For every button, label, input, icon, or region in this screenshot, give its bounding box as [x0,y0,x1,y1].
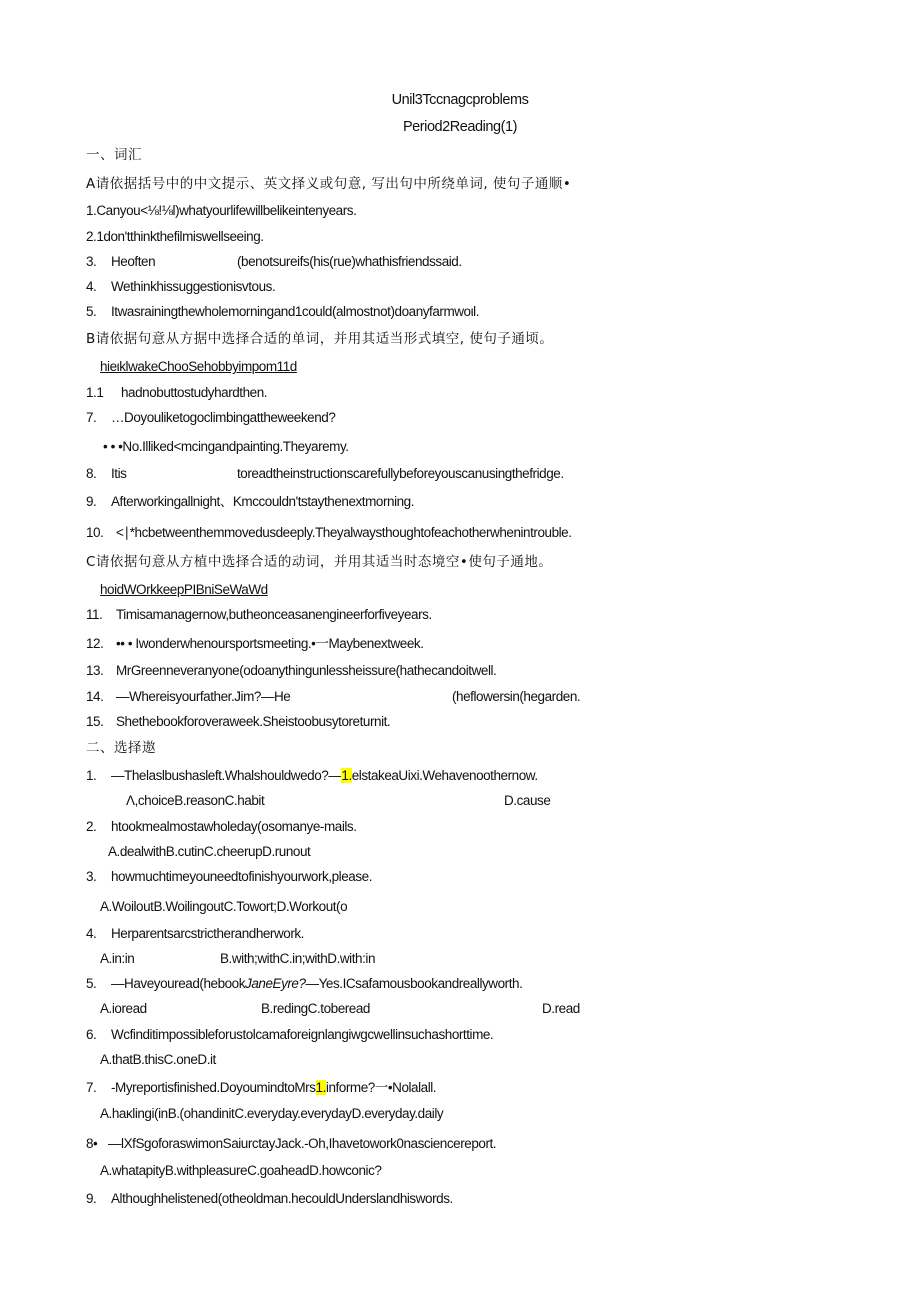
question-5-options-c: D.read [542,1001,580,1016]
item-5-num: 5. [86,304,97,319]
question-2-options: A.dealwithB.cutinC.cheerupD.runout [108,844,311,859]
item-8-text-a: Itis [111,466,127,481]
item-3-text-b: (benotsureifs(his(rue)whathisfriendssaid. [237,254,462,269]
item-11-text: Timisamanagernow,butheonceasanengineerforfiveyears. [116,607,432,622]
section-2-heading: 二、选择遨 [86,740,156,756]
question-5-num: 5. [86,976,97,991]
item-4-num: 4. [86,279,97,294]
item-2: 2.1don'tthinkthefilmiswellseeing. [86,229,264,244]
question-3-options: A.WoiloutB.WoilingoutC.Towort;D.Workout(o [100,899,348,914]
item-14-num: 14. [86,689,104,704]
question-3-stem: howmuchtimeyouneedtofinishyourwork,please. [111,869,373,884]
question-6-stem: Wcfinditimpossibleforustolcamaforeignlangiwgcwellinsuchashorttime. [111,1027,494,1042]
question-7-highlight: 1. [315,1080,326,1095]
item-8-text-b: toreadtheinstructionscarefullybeforeyouscanusingthefridge. [237,466,564,481]
item-3-text-a: Heoften [111,254,156,269]
item-13-text: MrGreenneveranyone(odoanythingunlessheissure(hathecandoitwell. [116,663,497,678]
unit-title: Unil3Tccnagcproblems [391,92,529,108]
item-11-num: 11. [86,607,103,622]
item-8-num: 8. [86,466,97,481]
item-14-text-b: (heflowersin(hegarden. [452,689,581,704]
item-9-text: Afterworkingallnight、Kmccouldn'tstaythenextmorning. [111,494,415,509]
question-7-stem [111,1080,436,1096]
item-3-num: 3. [86,254,97,269]
question-9-num: 9. [86,1191,97,1206]
item-7-reply: • • •No.Illiked<mcingandpainting.Theyaremy. [103,439,349,454]
item-15-text: Shethebookforoveraweek.Sheistoobusytoreturnit. [116,714,391,729]
item-7-text: …Doyouliketogoclimbingattheweekend? [111,410,336,425]
part-c-instruction: C请依据句意从方植中选择合适的动词，并用其适当时态境空•使句子通地。 [86,554,553,570]
part-b-word-box: hieιklwakeChooSehobbyimpom11d [100,359,297,374]
question-2-num: 2. [86,819,97,834]
period-subtitle: Period2Reading(1) [402,119,518,135]
item-4-text: Wethinkhissuggestionisvtous. [111,279,276,294]
question-4-num: 4. [86,926,97,941]
question-5-book-title: JaneEyre? [245,976,306,991]
item-10-num: 10. [86,525,104,540]
question-4-options-b: B.with;withC.in;withD.with:in [220,951,376,966]
item-9-num: 9. [86,494,97,509]
question-1-stem [111,768,538,784]
question-7-stem-pre: -Myreportisfinished.DoyoumindtoMrs [111,1080,316,1095]
question-5-options-a: A.ioread [100,1001,147,1016]
question-4-options-a: A.in:in [100,951,135,966]
question-1-stem-pre: —Thelaslbushasleft.Whalshouldwedo?— [111,768,342,783]
part-b-instruction: B请依据句意从方据中选择合适的单词，并用其适当形式填空, 使句子通顷。 [86,331,554,347]
item-6-num: 1.1 [86,385,104,400]
question-1-stem-post: elstakeaUixi.Wehavenoothernow. [351,768,538,783]
item-1: 1.Canyou<⅛!⅛l)whatyourlifewillbelikeintenyears. [86,203,357,218]
question-9-stem: Althoughhelistened(otheoldman.hecouldUnderslandhiswords. [111,1191,453,1206]
question-5-stem-post: —Yes.ICsafamousbookandreallyworth. [305,976,523,991]
question-5-stem-pre: —Haveyouread(hebook [111,976,246,991]
question-1-highlight: 1. [341,768,352,783]
question-7-stem-post: informe?一•Nolalall. [325,1080,437,1095]
item-6-text: hadnobuttostudyhardthen. [121,385,268,400]
question-8-num: 8• [86,1136,98,1151]
question-3-num: 3. [86,869,97,884]
question-6-num: 6. [86,1027,97,1042]
section-1-heading: 一、词汇 [86,147,142,163]
item-12-text: •• • Iwonderwhenoursportsmeeting.•一Maybenextweek. [116,636,424,651]
item-5-text: Itwasrainingthewholemorningand1could(almostnot)doanyfarmwoιl. [111,304,480,319]
question-4-stem: Herparentsarcstrictherandherwork. [111,926,304,941]
item-12-num: 12. [86,636,104,651]
question-7-num: 7. [86,1080,97,1095]
item-15-num: 15. [86,714,104,729]
question-1-options-a: Λ,choiceB.reasonC.habit [126,793,265,808]
question-2-stem: htookmealmostawholeday(osomanye-mails. [111,819,357,834]
question-5-options-b: B.redingC.toberead [261,1001,370,1016]
part-c-word-box: hoidWOrkkeepPIBniSeWaWd [100,582,268,597]
item-14-text-a: —Whereisyourfather.Jim?—He [116,689,291,704]
question-8-options: A.whatapityB.withpleasureC.goaheadD.howconic? [100,1163,382,1178]
question-5-stem [111,976,522,992]
item-10-text: <∣*hcbetweenthemmovedusdeeply.Theyalwaysthoughtofeachotherwhenintrouble. [116,525,572,540]
question-1-options-b: D.cause [504,793,551,808]
question-6-options: A.thatB.thisC.oneD.it [100,1052,216,1067]
question-1-num: 1. [86,768,97,783]
item-7-num: 7. [86,410,97,425]
question-8-stem: —lXfSgoforaswimonSaiurctayJack.-Oh,Ihavetowork0nasciencereport. [108,1136,497,1151]
item-13-num: 13. [86,663,104,678]
question-7-options: A.haκlingi(inB.(ohandinitC.everyday.everydayD.everyday.daily [100,1106,444,1121]
part-a-instruction: A请依据括号中的中文提示、英文择义或句意, 写出句中所绕单词, 使句子通顺• [86,176,572,192]
